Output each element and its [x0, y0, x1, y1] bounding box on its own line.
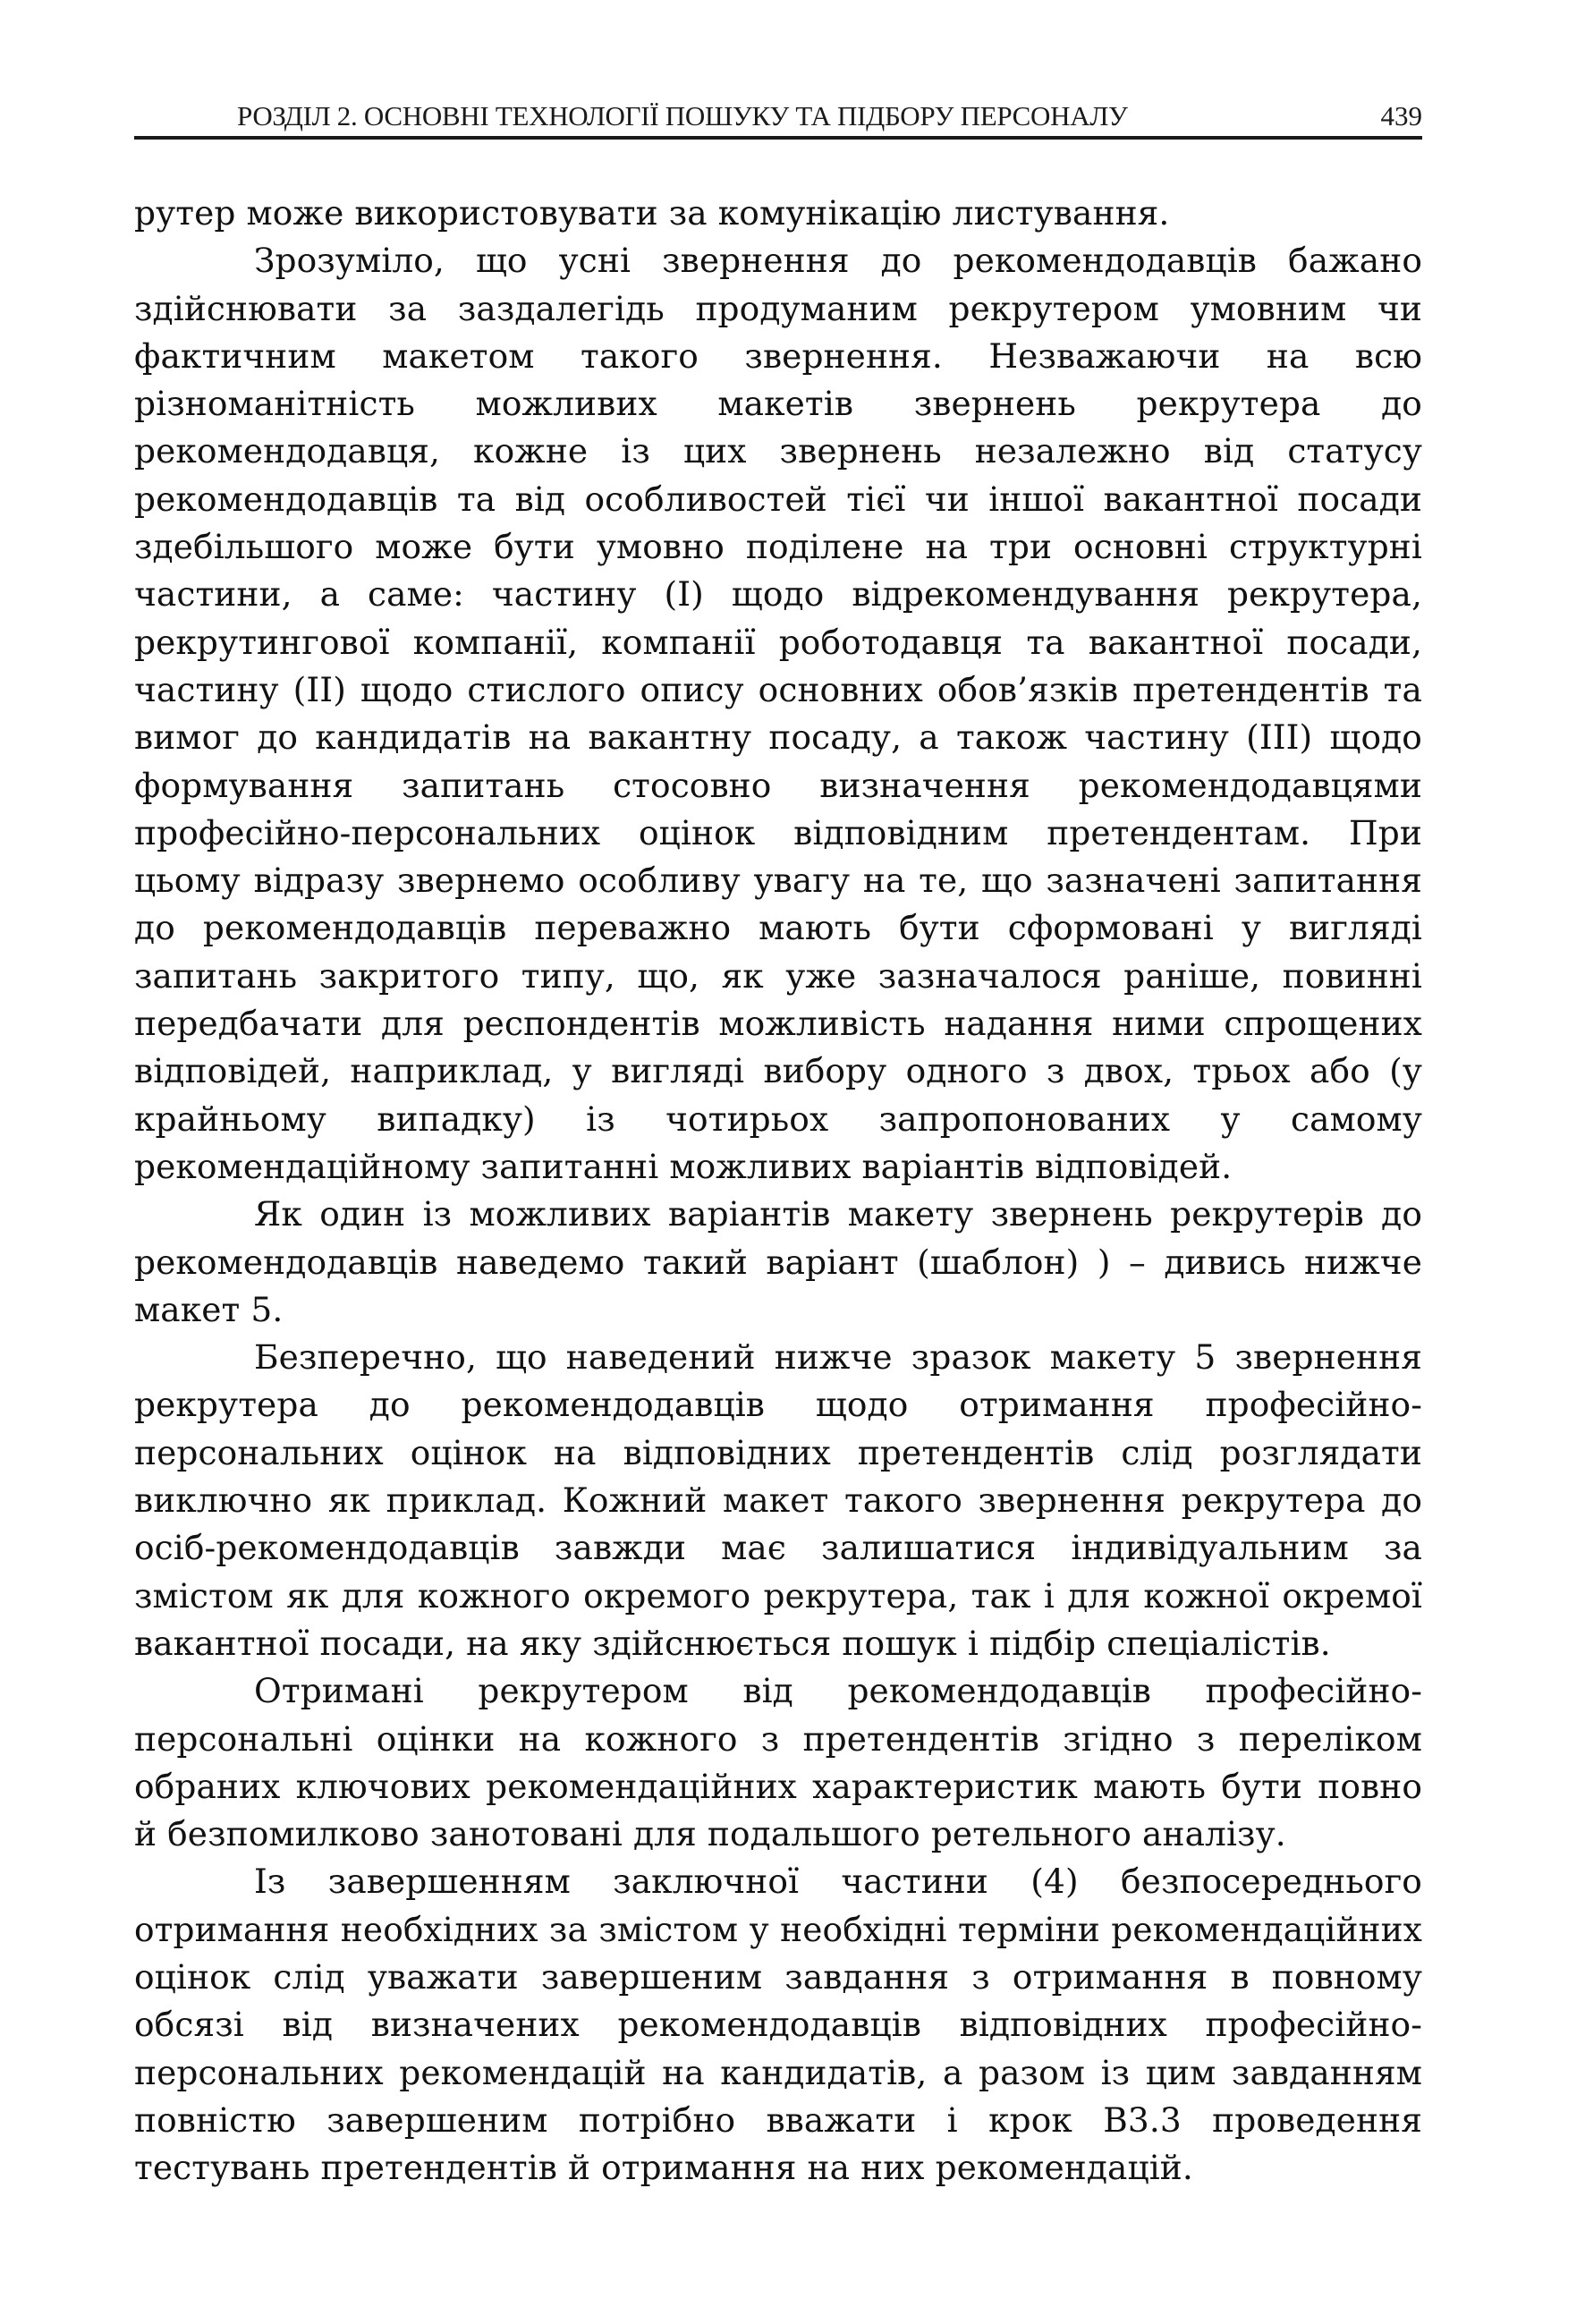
section-title: РОЗДІЛ 2. ОСНОВНІ ТЕХНОЛОГІЇ ПОШУКУ ТА ПІДБОРУ ПЕРСОНАЛУ: [237, 100, 1128, 131]
paragraph: Із завершенням заключної частини (4) безпосереднього отримання необхідних за змістом у необхідні терміни рекомендаційних оцінок слід уважати завершеним завдання з отримання в повному обсязі від визначених рекомендодавців відповідних професійно-персональних рекомендацій на кандидатів, а разом із цим завданням повністю завершеним потрібно вважати і крок В3.3 проведення тестувань претендентів й отримання на них рекомендацій.: [134, 1862, 1422, 2188]
page-number: 439: [1380, 100, 1422, 131]
body-text: [134, 190, 1422, 2192]
paragraph: Безперечно, що наведений нижче зразок макету 5 звернення рекрутера до рекомендодавців щодо отримання професійно-персональних оцінок на відповідних претендентів слід розглядати виключно як приклад. Кожний макет такого звернення рекрутера до осіб-рекомендодавців завжди має залишатися індивідуальним за змістом як для кожного окремого рекрутера, так і для кожної окремої вакантної посади, на яку здійснюється пошук і підбір спеціалістів.: [134, 1337, 1422, 1663]
paragraph: Отримані рекрутером від рекомендодавців професійно-персональні оцінки на кожного з претендентів згідно з переліком обраних ключових рекомендаційних характеристик мають бути повно й безпомилково занотовані для подальшого ретельного аналізу.: [134, 1671, 1422, 1854]
running-header: [134, 100, 1422, 140]
paragraph: Зрозуміло, що усні звернення до рекомендодавців бажано здійснювати за заздалегідь продуманим рекрутером умовним чи фактичним макетом такого звернення. Незважаючи на всю різноманітність можливих макетів звернень рекрутера до рекомендодавця, кожне із цих звернень незалежно від статусу рекомендодавців та від особливостей тієї чи іншої вакантної посади здебільшого може бути умовно поділене на три основні структурні частини, а саме: частину (I) щодо відрекомендування рекрутера, рекрутингової компанії, компанії роботодавця та вакантної посади, частину (II) щодо стислого опису основних обов’язків претендентів та вимог до кандидатів на вакантну посаду, а також частину (III) щодо формування запитань стосовно визначення рекомендодавцями професійно-персональних оцінок відповідним претендентам. При цьому відразу звернемо особливу увагу на те, що зазначені запитання до рекомендодавців переважно мають бути сформовані у вигляді запитань закритого типу, що, як уже зазначалося раніше, повинні передбачати для респондентів можливість надання ними спрощених відповідей, наприклад, у вигляді вибору одного з двох, трьох або (у крайньому випадку) із чотирьох запропонованих у самому рекомендаційному запитанні можливих варіантів відповідей.: [134, 241, 1422, 1186]
paragraph: Як один із можливих варіантів макету звернень рекрутерів до рекомендодавців наведемо такий варіант (шаблон) ) – дивись нижче макет 5.: [134, 1194, 1422, 1329]
paragraph-continuation: рутер може використовувати за комунікацію листування.: [134, 193, 1170, 233]
